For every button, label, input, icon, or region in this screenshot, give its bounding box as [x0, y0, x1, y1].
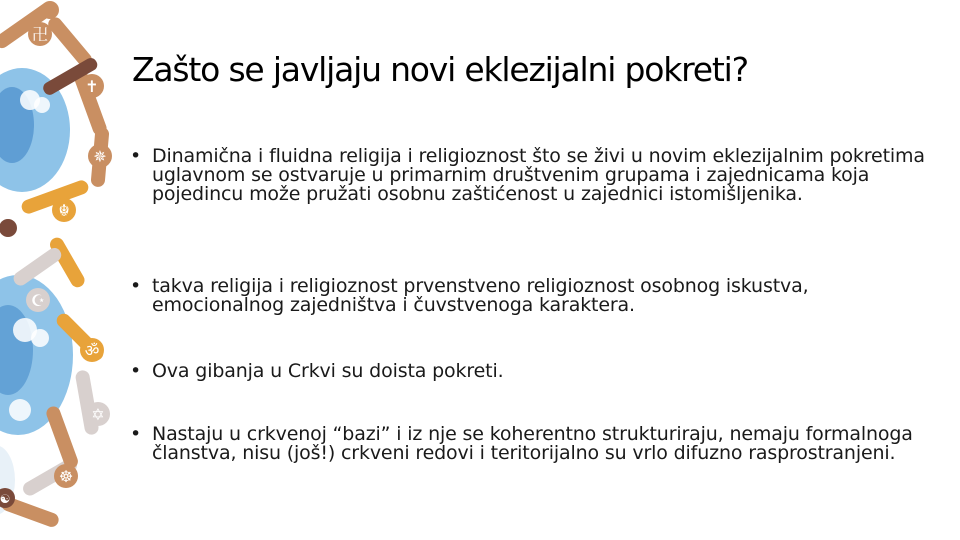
bullet-item	[130, 277, 930, 315]
bullet-text: takva religija i religioznost prvenstveno religioznost osobnog iskustva, emocionalnog zajedništva i čuvstvenoga karaktera.	[152, 275, 809, 316]
bullet-marker: •	[130, 145, 142, 167]
khanda-icon: ☬	[58, 201, 70, 220]
bullet-text: Ova gibanja u Crkvi su doista pokreti.	[152, 360, 504, 382]
star-of-david-icon: ✡	[91, 405, 105, 424]
bullet-text: Nastaju u crkvenoj “bazi” i iz nje se koherentno strukturiraju, nemaju formalnoga članstva, nisu (još!) crkveni redovi i teritorijalno su vrlo difuzno rasprostranjeni.	[152, 423, 913, 464]
dharma-wheel-icon: ✵	[93, 147, 107, 166]
slide-title: Zašto se javljaju novi eklezijalni pokreti?	[132, 50, 748, 89]
yin-yang-icon: ☯	[0, 492, 11, 506]
bullet-marker: •	[130, 360, 142, 382]
bullet-marker: •	[130, 423, 142, 445]
bullet-marker: •	[130, 275, 142, 297]
bullet-item	[130, 147, 930, 204]
bullet-item	[130, 425, 930, 463]
interfaith-people-chain-icon	[0, 0, 150, 540]
wheel-icon: ☸	[58, 467, 74, 486]
symbol-1-icon: 卍	[31, 25, 49, 44]
om-icon: ॐ	[84, 341, 100, 360]
bullet-text: Dinamična i fluidna religija i religioznost što se živi u novim eklezijalnim pokretima uglavnom se ostvaruje u primarnim društvenim grupama i zajednicama koja pojedincu može pružati osobnu zaštićenost u zajednici istomišljenika.	[152, 145, 925, 205]
cross-icon: ✝	[85, 77, 99, 96]
bullet-item	[130, 362, 930, 381]
crescent-icon: ☪	[30, 291, 46, 310]
